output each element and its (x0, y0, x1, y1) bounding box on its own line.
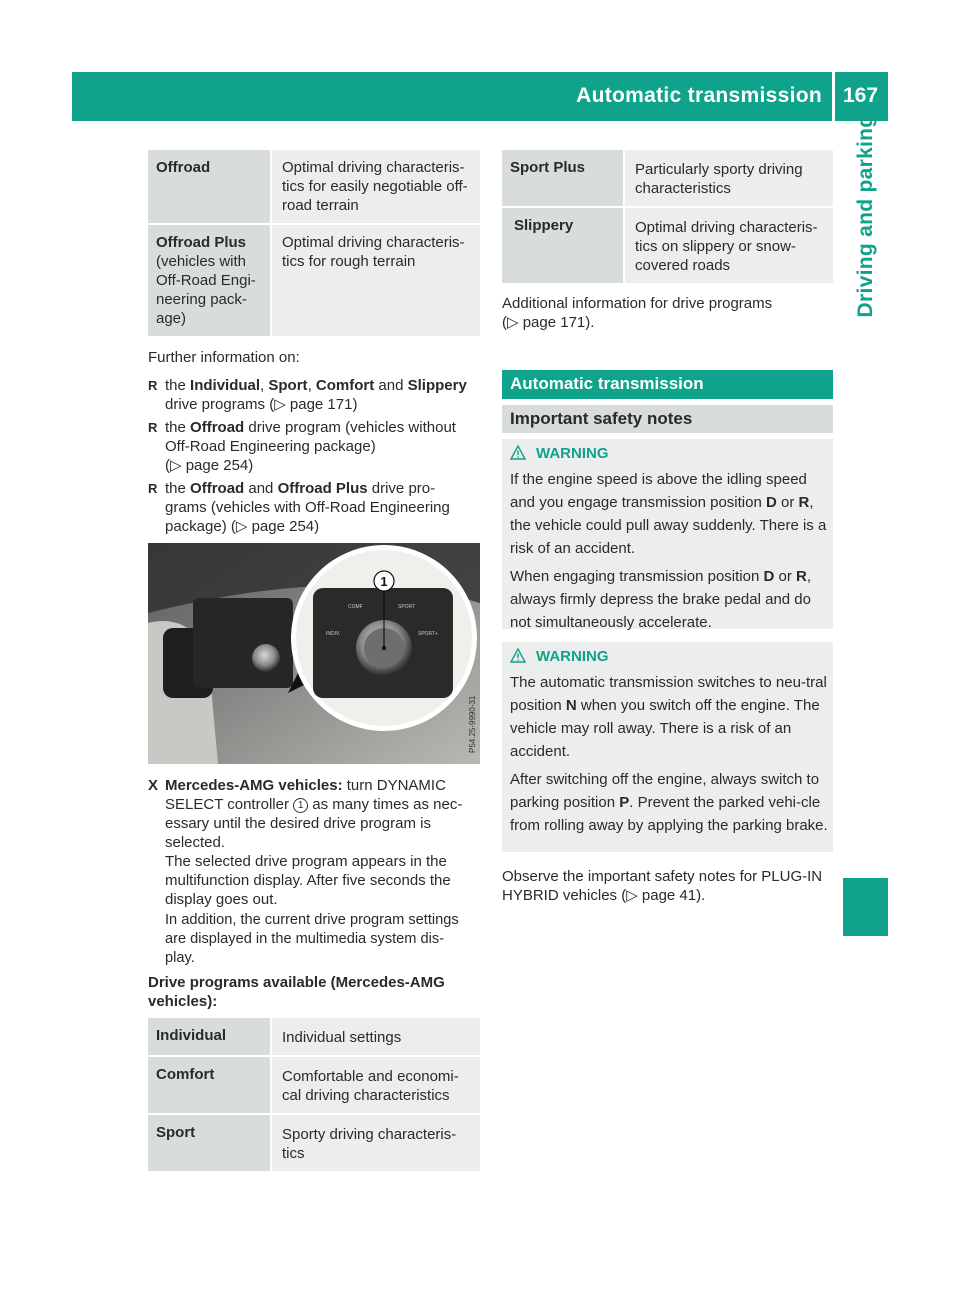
further-info-label: Further information on: (148, 349, 300, 366)
warning-text: The automatic transmission switches to neu-tral position N when you switch off the engine. The vehicle may roll away. There is a risk of an accident. After switching off the engine, always switch to parking position P. Prevent the parked vehi-cle from rolling away by applying the parking brake. (510, 674, 828, 834)
chapter-tab-label: Driving and parking (853, 114, 877, 318)
running-header-title: Automatic transmission (576, 84, 822, 107)
warning-header (510, 648, 609, 665)
table-row (148, 223, 480, 336)
chapter-tab (843, 114, 888, 318)
table-key-text: Offroad Plus (156, 234, 247, 251)
list-item-text: the Individual, Sport, Comfort and Slippery drive programs (▷ page 171) (165, 377, 467, 413)
table-key: Sport Plus (502, 150, 623, 206)
table-value: Comfortable and economi- cal driving characteristics (270, 1055, 480, 1113)
plug-in-hybrid-note: Observe the important safety notes for PLUG-IN HYBRID vehicles (▷ page 41). (502, 868, 823, 904)
photo-callout: 1 (380, 574, 388, 589)
table-value: Optimal driving characteris- tics for easily negotiable off- road terrain (270, 150, 480, 223)
warning-text: If the engine speed is above the idling speed and you engage transmission position D or R, the vehicle could pull away suddenly. There is a risk of an accident. When engaging transmission position D or R, always firmly depress the brake pedal and do not simultaneously accelerate. (510, 471, 827, 631)
step-text: Mercedes-AMG vehicles: turn DYNAMIC SELECT controller 1 as many times as nec- essary until the desired drive program is selected. The selected drive program appears in the multifunction display. After five seconds the display goes out. (165, 777, 463, 908)
subsection-heading-text: Important safety notes (510, 409, 693, 428)
table-value: Sporty driving characteris- tics (270, 1113, 480, 1171)
table-row (502, 206, 833, 283)
table-key: Individual (148, 1018, 270, 1055)
subsection-heading (502, 405, 833, 433)
photo-reference-code: P54.25-9990-31 (468, 695, 477, 753)
table-key-text: Offroad (156, 159, 211, 176)
table-value: Particularly sporty driving characteristics (623, 150, 833, 206)
step-marker: X (148, 777, 159, 794)
bullet-marker: R (148, 481, 158, 496)
warning-triangle-icon (510, 648, 526, 663)
drive-program-table-sport (502, 150, 833, 283)
list-item-text: the Offroad and Offroad Plus drive pro- grams (vehicles with Off-Road Engineering package) (▷ page 254) (165, 480, 450, 535)
bullet-marker: R (148, 378, 158, 393)
section-heading (502, 370, 833, 399)
table-row (148, 1055, 480, 1113)
chapter-marker (843, 878, 888, 936)
controller-illustration (148, 543, 480, 764)
list-item-text: the Offroad drive program (vehicles without Off-Road Engineering package) (▷ page 254) (165, 419, 456, 474)
bullet-marker: R (148, 420, 158, 435)
header-divider (832, 72, 835, 121)
table-value: Individual settings (270, 1018, 480, 1055)
table-key: Slippery (502, 206, 623, 283)
warning-box (502, 439, 833, 629)
table-row (148, 150, 480, 223)
dynamic-select-controller-photo (148, 543, 480, 764)
photo-button-label: SPORT (398, 604, 416, 610)
page-number: 167 (843, 84, 879, 107)
additional-info: Additional information for drive programs (▷ page 171). (502, 295, 773, 331)
table-key: Sport (148, 1113, 270, 1171)
warning-label: WARNING (536, 445, 609, 462)
table-key-subtext: (vehicles with Off-Road Engi- neering pack- age) (156, 253, 256, 327)
table-row (148, 1018, 480, 1055)
photo-button-label: SPORT+ (418, 631, 439, 637)
table-row (502, 150, 833, 206)
callout-1-icon: 1 (293, 798, 308, 813)
warning-header (510, 445, 609, 462)
warning-label: WARNING (536, 648, 609, 665)
drive-program-table-offroad (148, 150, 480, 336)
table-value: Optimal driving characteris- tics for rough terrain (270, 223, 480, 336)
section-heading-text: Automatic transmission (510, 374, 704, 393)
step-text-extra: In addition, the current drive program settings are displayed in the multimedia system dis- play. (165, 912, 459, 966)
table-row (148, 1113, 480, 1171)
table-key: Comfort (148, 1055, 270, 1113)
drive-program-table-amg (148, 1018, 480, 1171)
photo-button-label: COMF (348, 604, 363, 610)
table-key (148, 150, 270, 223)
photo-button-label: INDIV. (326, 631, 341, 637)
amg-programs-heading: Drive programs available (Mercedes-AMG vehicles): (148, 974, 445, 1010)
warning-triangle-icon (510, 445, 526, 460)
table-key (148, 223, 270, 336)
table-value: Optimal driving characteris- tics on slippery or snow- covered roads (623, 206, 833, 283)
warning-box (502, 642, 833, 852)
